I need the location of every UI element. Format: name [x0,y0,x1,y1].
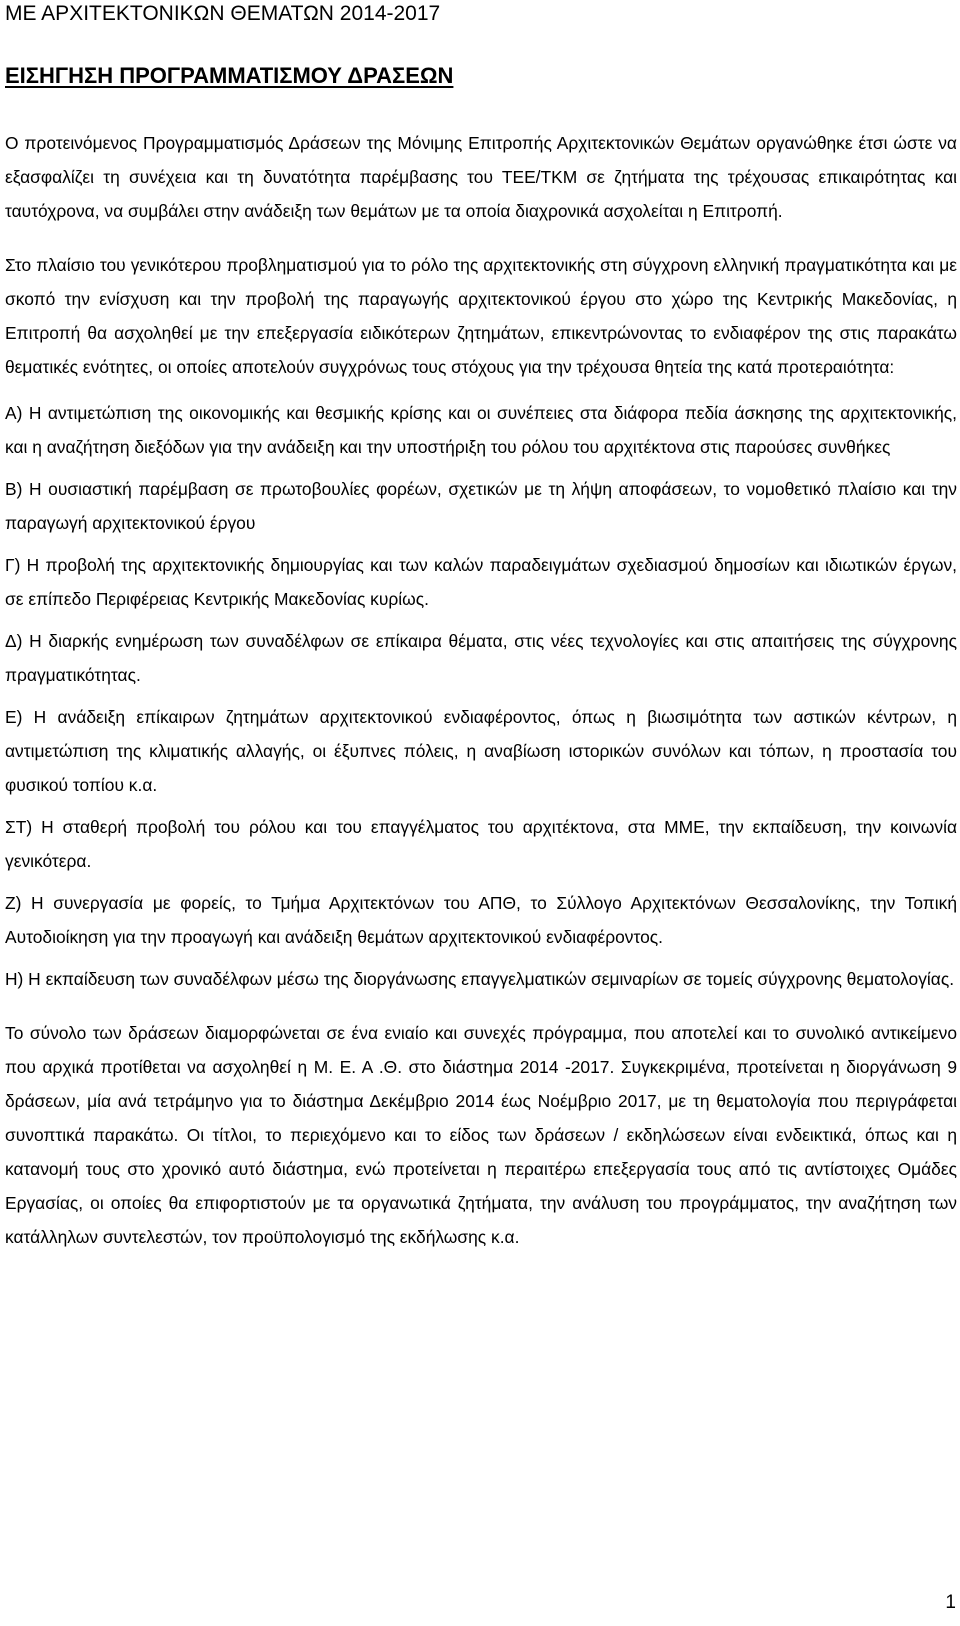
summary-paragraph: Το σύνολο των δράσεων διαμορφώνεται σε ένα ενιαίο και συνεχές πρόγραμμα, που αποτελεί και το συνολικό αντικείμενο που αρχικά προτίθεται να ασχοληθεί η Μ. Ε. Α .Θ. στο διάστημα 2014 -2017. Συγκεκριμένα, προτείνεται η διοργάνωση 9 δράσεων, μία ανά τετράμηνο για το διάστημα Δεκέμβριο 2014 έως Νοέμβριο 2017, με τη θεματολογία που περιγράφεται συνοπτικά παρακάτω. Οι τίτλοι, το περιεχόμενο και το είδος των δράσεων / εκδηλώσεων είναι ενδεικτικά, όπως και η κατανομή τους στο χρονικό αυτό διάστημα, ενώ προτείνεται η περαιτέρω επεξεργασία τους από τις αντίστοιχες Ομάδες Εργασίας, οι οποίες θα επιφορτιστούν με τα οργανωτικά ζητήματα, την ανάλυση του προγράμματος, την αναζήτηση των κατάλληλων συντελεστών, τον προϋπολογισμό της εκδήλωσης κ.α. [5,1023,957,1247]
topic-item-e: Ε) Η ανάδειξη επίκαιρων ζητημάτων αρχιτεκτονικού ενδιαφέροντος, όπως η βιωσιμότητα των αστικών κέντρων, η αντιμετώπιση της κλιματικής αλλαγής, οι έξυπνες πόλεις, η αναβίωση ιστορικών συνόλων και τόπων, η προστασία του φυσικού τοπίου κ.α. [5,707,957,795]
document-body [5,126,957,1254]
topic-item-st: ΣΤ) Η σταθερή προβολή του ρόλου και του επαγγέλματος του αρχιτέκτονα, στα ΜΜΕ, την εκπαίδευση, την κοινωνία γενικότερα. [5,817,957,871]
topic-item-b: Β) Η ουσιαστική παρέμβαση σε πρωτοβουλίες φορέων, σχετικών με τη λήψη αποφάσεων, το νομοθετικό πλαίσιο και την παραγωγή αρχιτεκτονικού έργου [5,479,957,533]
page-number: 1 [945,1592,956,1613]
running-header: ΜΕ ΑΡΧΙΤΕΚΤΟΝΙΚΩΝ ΘΕΜΑΤΩΝ 2014-2017 [5,2,441,25]
topic-item-a: Α) Η αντιμετώπιση της οικονομικής και θεσμικής κρίσης και οι συνέπειες στα διάφορα πεδία άσκησης της αρχιτεκτονικής, και η αναζήτηση διεξόδων για την ανάδειξη και την υποστήριξη του ρόλου του αρχιτέκτονα στις παρούσες συνθήκες [5,403,957,457]
intro-paragraph: Ο προτεινόμενος Προγραμματισμός Δράσεων της Μόνιμης Επιτροπής Αρχιτεκτονικών Θεμάτων οργανώθηκε έτσι ώστε να εξασφαλίζει τη συνέχεια και τη δυνατότητα παρέμβασης του ΤΕΕ/ΤΚΜ σε ζητήματα της τρέχουσας επικαιρότητας και ταυτόχρονα, να συμβάλει στην ανάδειξη των θεμάτων με τα οποία διαχρονικά ασχολείται η Επιτροπή. [5,133,957,221]
topic-item-c: Γ) Η προβολή της αρχιτεκτονικής δημιουργίας και των καλών παραδειγμάτων σχεδιασμού δημοσίων και ιδιωτικών έργων, σε επίπεδο Περιφέρειας Κεντρικής Μακεδονίας κυρίως. [5,555,957,609]
topic-item-d: Δ) Η διαρκής ενημέρωση των συναδέλφων σε επίκαιρα θέματα, στις νέες τεχνολογίες και στις απαιτήσεις της σύγχρονης πραγματικότητας. [5,631,957,685]
topic-item-h: Η) Η εκπαίδευση των συναδέλφων μέσω της διοργάνωσης επαγγελματικών σεμιναρίων σε τομείς σύγχρονης θεματολογίας. [5,969,955,989]
context-paragraph: Στο πλαίσιο του γενικότερου προβληματισμού για το ρόλο της αρχιτεκτονικής στη σύγχρονη ελληνική πραγματικότητα και με σκοπό την ενίσχυση και την προβολή της παραγωγής αρχιτεκτονικού έργου στο χώρο της Κεντρικής Μακεδονίας, η Επιτροπή θα ασχοληθεί με την επεξεργασία ειδικότερων ζητημάτων, επικεντρώνοντας το ενδιαφέρον της στις παρακάτω θεματικές ενότητες, οι οποίες αποτελούν συγχρόνως τους στόχους για την τρέχουσα θητεία της κατά προτεραιότητα: [5,255,957,377]
document-title: ΕΙΣΗΓΗΣΗ ΠΡΟΓΡΑΜΜΑΤΙΣΜΟΥ ΔΡΑΣΕΩΝ [5,63,454,88]
topic-item-z: Ζ) Η συνεργασία με φορείς, το Τμήμα Αρχιτεκτόνων του ΑΠΘ, το Σύλλογο Αρχιτεκτόνων Θεσσαλονίκης, την Τοπική Αυτοδιοίκηση για την προαγωγή και ανάδειξη θεμάτων αρχιτεκτονικού ενδιαφέροντος. [5,893,957,947]
